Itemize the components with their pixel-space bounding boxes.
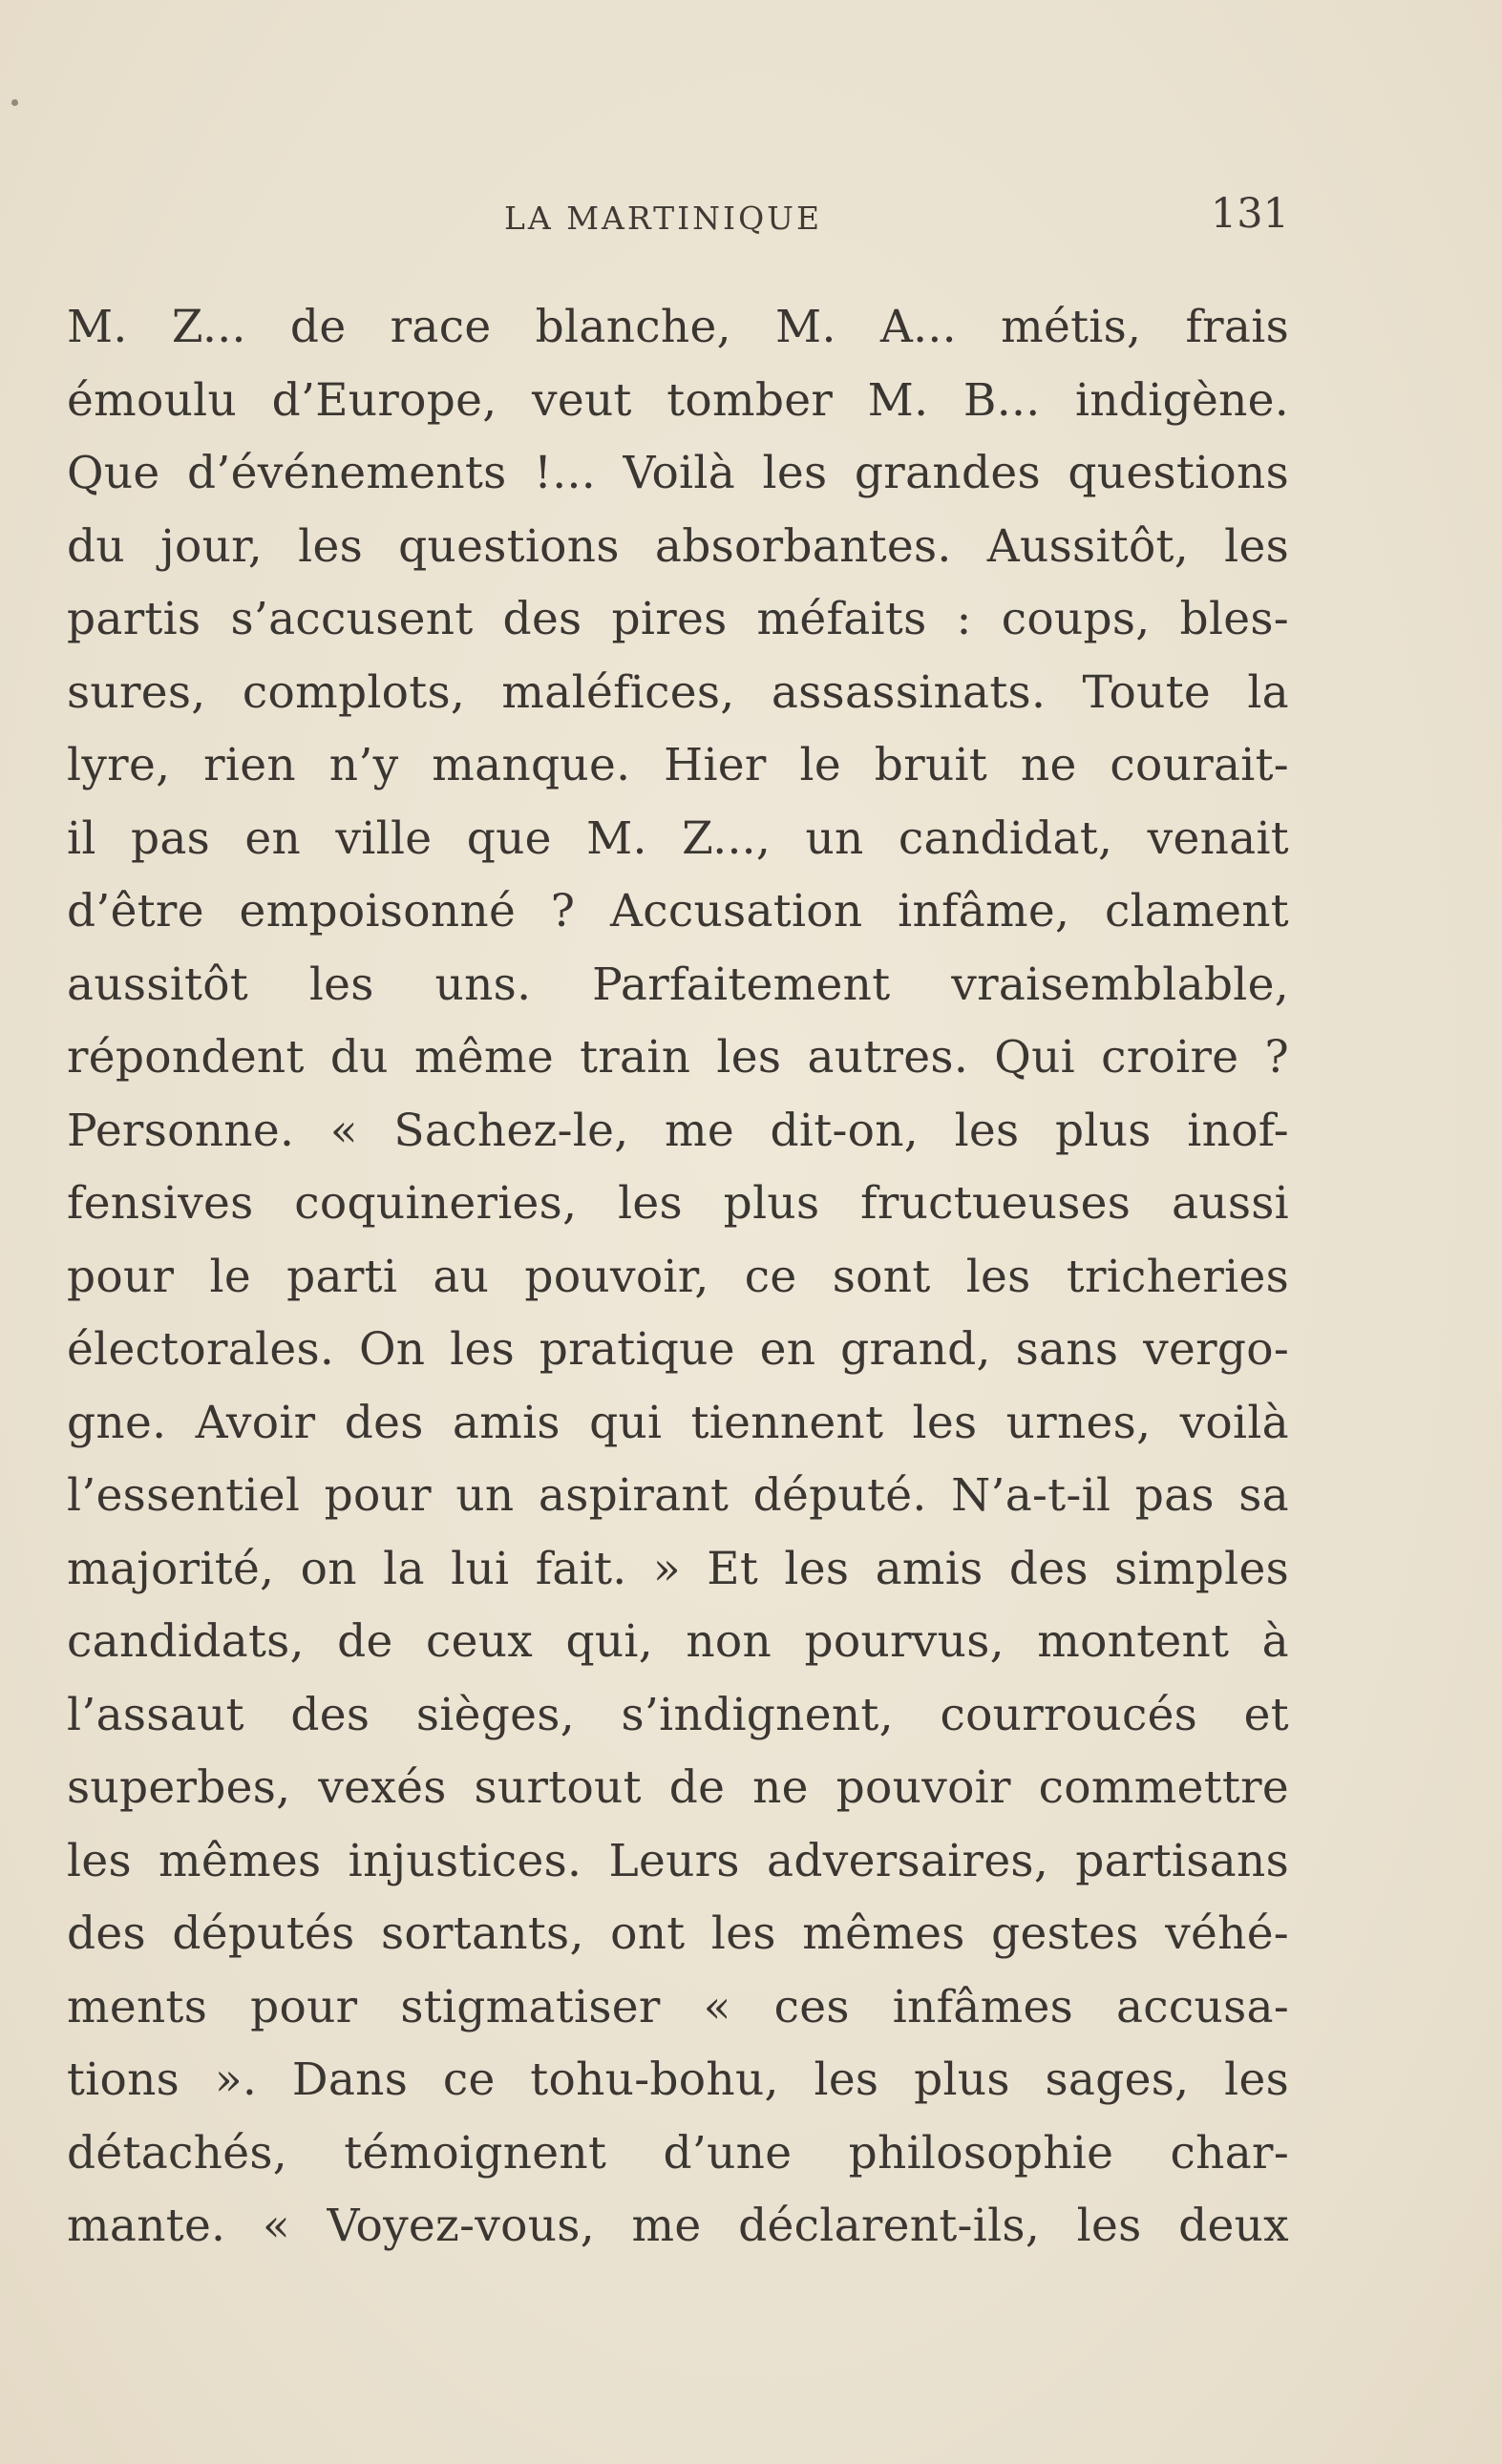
text-line: superbes, vexés surtout de ne pouvoir commettre [67,1761,1289,1814]
text-line: gne. Avoir des amis qui tiennent les urnes, voilà [67,1396,1289,1449]
text-line: émoulu d’Europe, veut tomber M. B... indigène. [67,373,1289,427]
text-line: lyre, rien n’y manque. Hier le bruit ne courait- [67,739,1289,791]
text-line: mante. « Voyez-vous, me déclarent-ils, les deux [67,2200,1289,2252]
text-line: Personne. « Sachez-le, me dit-on, les plus inof- [67,1104,1289,1157]
text-line: majorité, on la lui fait. » Et les amis des simples [67,1542,1289,1595]
page-header [67,186,1289,243]
text-line: détachés, témoignent d’une philosophie char- [67,2126,1289,2180]
page-number: 131 [1210,190,1289,238]
text-line: Que d’événements !... Voilà les grandes questions [67,447,1289,499]
text-line: électorales. On les pratique en grand, sans vergo- [67,1323,1289,1376]
ink-speck [11,99,18,106]
text-line: il pas en ville que M. Z..., un candidat, venait [67,811,1289,865]
text-line: partis s’accusent des pires méfaits : coups, bles- [67,593,1289,645]
body-text [67,291,1289,2264]
text-line: aussitôt les uns. Parfaitement vraisemblable, [67,958,1289,1011]
text-line: sures, complots, maléfices, assassinats. Toute la [67,665,1289,719]
text-line: candidats, de ceux qui, non pourvus, montent à [67,1615,1289,1668]
text-line: des députés sortants, ont les mêmes gestes véhé- [67,1907,1289,1960]
text-line: fensives coquineries, les plus fructueuses aussi [67,1177,1289,1230]
text-line: tions ». Dans ce tohu-bohu, les plus sages, les [67,2053,1289,2106]
text-line: les mêmes injustices. Leurs adversaires, partisans [67,1834,1289,1887]
running-title: LA MARTINIQUE [504,200,823,237]
text-line: d’être empoisonné ? Accusation infâme, clament [67,885,1289,937]
text-line: l’assaut des sièges, s’indignent, courroucés et [67,1688,1289,1741]
text-line: du jour, les questions absorbantes. Aussitôt, les [67,519,1289,573]
text-line: pour le parti au pouvoir, ce sont les tricheries [67,1250,1289,1303]
text-line: M. Z... de race blanche, M. A... métis, frais [67,301,1289,353]
text-line: l’essentiel pour un aspirant député. N’a-t-il pas sa [67,1469,1289,1522]
text-line: ments pour stigmatiser « ces infâmes accusa- [67,1980,1289,2033]
text-line: répondent du même train les autres. Qui croire ? [67,1031,1289,1084]
